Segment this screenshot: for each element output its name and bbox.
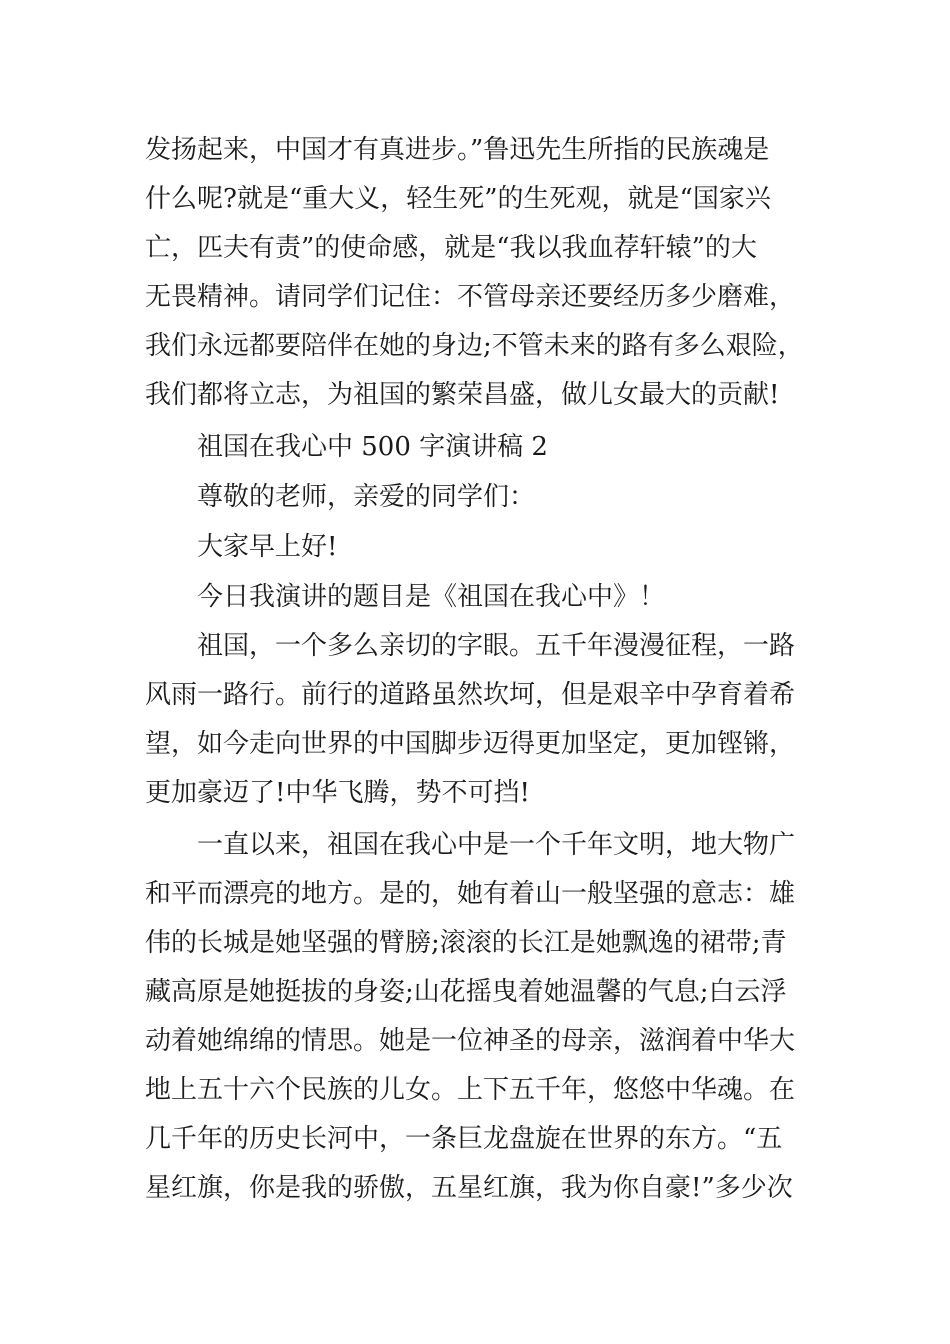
speech-topic: 今日我演讲的题目是《祖国在我心中》！ <box>197 582 666 612</box>
body-text-line: 和平而漂亮的地方。是的，她有着山一般坚强的意志：雄 <box>145 879 796 909</box>
body-text-line: 发扬起来，中国才有真进步。”鲁迅先生所指的民族魂是 <box>145 135 770 165</box>
body-text-line: 星红旗，你是我的骄傲，五星红旗，我为你自豪!”多少次 <box>145 1173 793 1203</box>
paragraph-first-line: 祖国，一个多么亲切的字眼。五千年漫漫征程，一路 <box>197 631 796 661</box>
body-text-line: 藏高原是她挺拔的身姿;山花摇曳着她温馨的气息;白云浮 <box>145 977 787 1007</box>
body-text-line: 亡，匹夫有责”的使命感，就是“我以我血荐轩辕”的大 <box>145 233 757 263</box>
body-text-line: 几千年的历史长河中，一条巨龙盘旋在世界的东方。“五 <box>145 1124 783 1154</box>
paragraph-first-line: 一直以来，祖国在我心中是一个千年文明，地大物广 <box>197 830 796 860</box>
body-text-line: 伟的长城是她坚强的臂膀;滚滚的长江是她飘逸的裙带;青 <box>145 928 787 958</box>
body-text-line: 动着她绵绵的情思。她是一位神圣的母亲，滋润着中华大 <box>145 1026 796 1056</box>
body-text-line: 无畏精神。请同学们记住：不管母亲还要经历多少磨难， <box>145 282 796 312</box>
body-text-line: 风雨一路行。前行的道路虽然坎坷，但是艰辛中孕育着希 <box>145 680 796 710</box>
body-text-line: 什么呢?就是“重大义，轻生死”的生死观，就是“国家兴 <box>145 184 771 214</box>
body-text-line: 我们都将立志，为祖国的繁荣昌盛，做儿女最大的贡献! <box>145 380 780 410</box>
greeting: 大家早上好! <box>197 532 338 562</box>
body-text-line: 望，如今走向世界的中国脚步迈得更加坚定，更加铿锵， <box>145 729 796 759</box>
body-text-line: 我们永远都要陪伴在她的身边;不管未来的路有多么艰险， <box>145 331 804 361</box>
section-title: 祖国在我心中 500 字演讲稿 2 <box>197 432 548 462</box>
body-text-line: 更加豪迈了!中华飞腾，势不可挡! <box>145 778 530 808</box>
body-text-line: 地上五十六个民族的儿女。上下五千年，悠悠中华魂。在 <box>145 1075 796 1105</box>
salutation: 尊敬的老师，亲爱的同学们： <box>197 482 536 512</box>
